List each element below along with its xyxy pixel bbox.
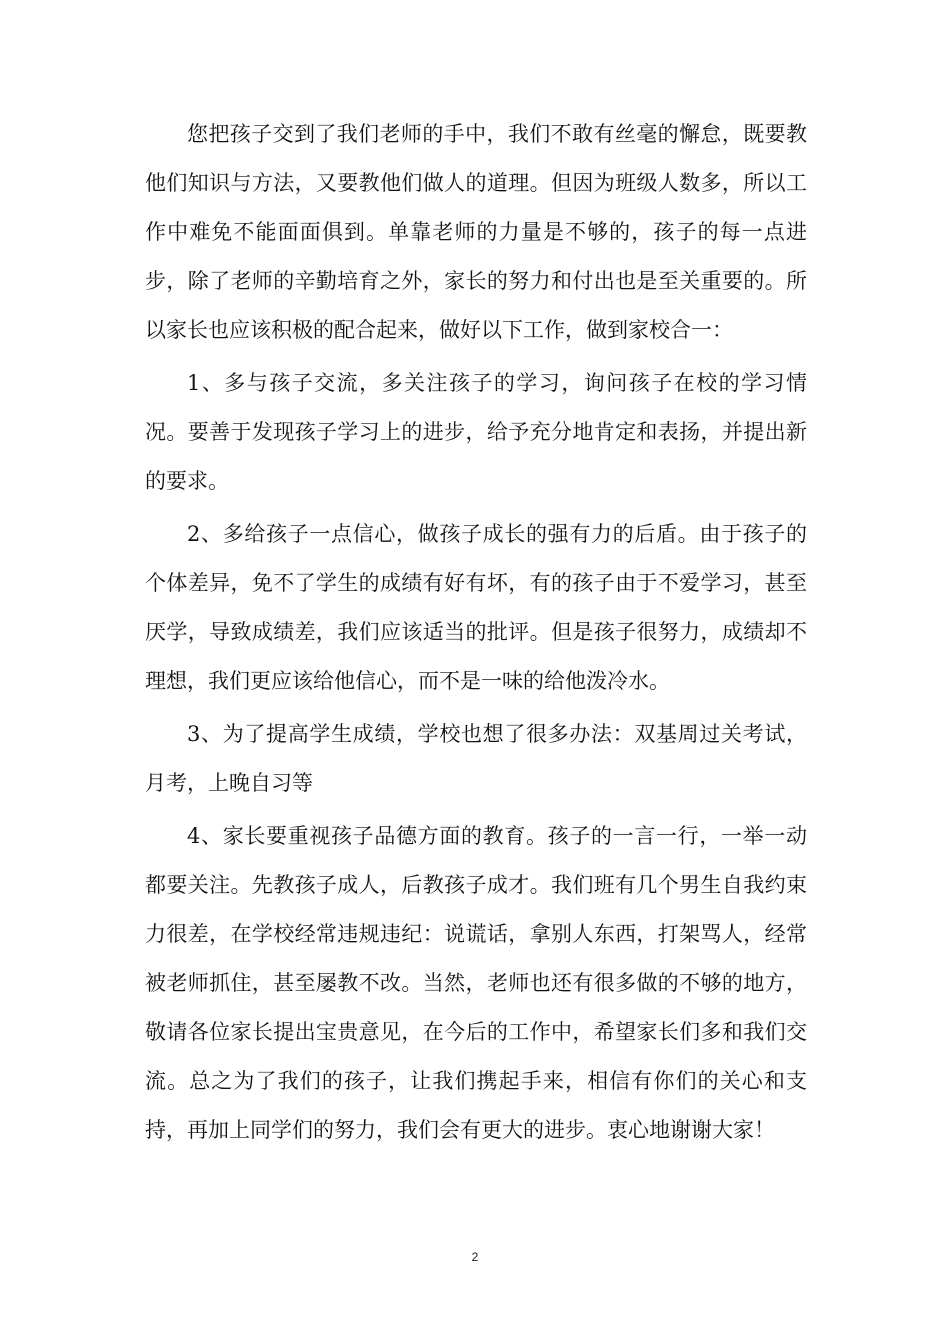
paragraph-item-2: 2、多给孩子一点信心，做孩子成长的强有力的后盾。由于孩子的个体差异，免不了学生的成绩有好有坏，有的孩子由于不爱学习，甚至厌学，导致成绩差，我们应该适当的批评。但是孩子很努力，成绩却不理想，我们更应该给他信心，而不是一味的给他泼冷水。 [145,522,807,693]
paragraph-item-3: 3、为了提高学生成绩，学校也想了很多办法：双基周过关考试，月考，上晚自习等 [145,722,807,795]
document-body [145,110,807,1159]
paragraph-item-1: 1、多与孩子交流，多关注孩子的学习，询问孩子在校的学习情况。要善于发现孩子学习上的进步，给予充分地肯定和表扬，并提出新的要求。 [145,371,807,493]
paragraph-item-4: 4、家长要重视孩子品德方面的教育。孩子的一言一行，一举一动都要关注。先教孩子成人，后教孩子成才。我们班有几个男生自我约束力很差，在学校经常违规违纪：说谎话，拿别人东西，打架骂人，经常被老师抓住，甚至屡教不改。当然，老师也还有很多做的不够的地方，敬请各位家长提出宝贵意见，在今后的工作中，希望家长们多和我们交流。总之为了我们的孩子，让我们携起手来，相信有你们的关心和支持，再加上同学们的努力，我们会有更大的进步。衷心地谢谢大家！ [145,824,807,1142]
paragraph-intro: 您把孩子交到了我们老师的手中，我们不敢有丝毫的懈怠，既要教他们知识与方法，又要教他们做人的道理。但因为班级人数多，所以工作中难免不能面面俱到。单靠老师的力量是不够的，孩子的每一点进步，除了老师的辛勤培育之外，家长的努力和付出也是至关重要的。所以家长也应该积极的配合起来，做好以下工作，做到家校合一： [145,122,807,342]
page-number: 2 [471,1250,479,1264]
